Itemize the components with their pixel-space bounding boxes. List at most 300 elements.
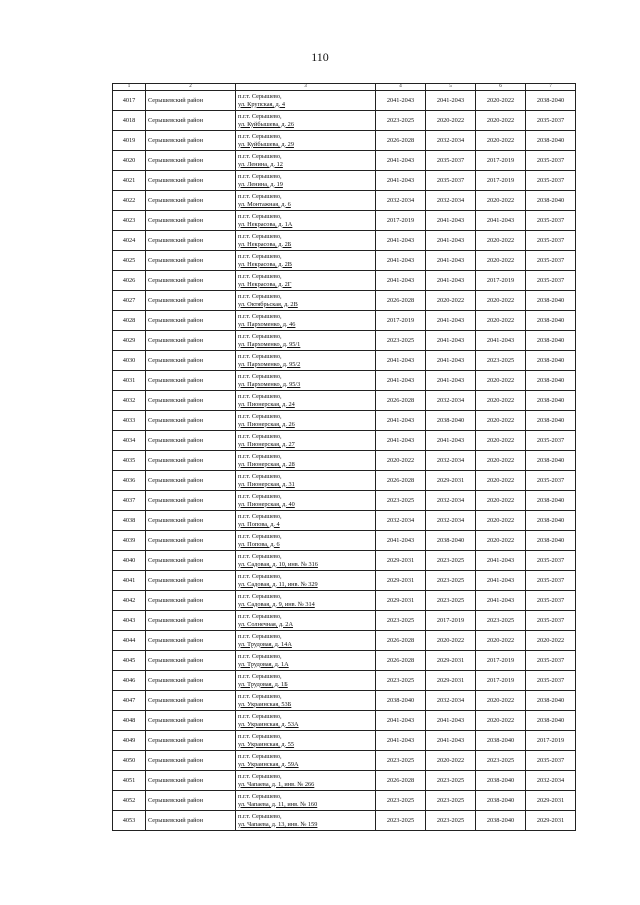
address-street: ул. Крупская, д. 4 [238, 100, 286, 108]
address-cell [236, 491, 376, 511]
period-cell-col4: 2023-2025 [376, 671, 426, 691]
period-cell-col4: 2041-2043 [376, 531, 426, 551]
period-cell-col5: 2035-2037 [426, 171, 476, 191]
address-locality: п.г.т. Серышево, [238, 193, 282, 201]
period-cell-col6: 2017-2019 [476, 271, 526, 291]
address-cell [236, 691, 376, 711]
table-row [113, 311, 576, 331]
district-cell: Серышевский район [146, 671, 236, 691]
address-locality: п.г.т. Серышево, [238, 713, 282, 721]
period-cell-col6: 2020-2022 [476, 191, 526, 211]
period-cell-col4: 2029-2031 [376, 591, 426, 611]
table-row [113, 231, 576, 251]
district-cell: Серышевский район [146, 791, 236, 811]
address-locality: п.г.т. Серышево, [238, 773, 282, 781]
building-id-cell: 4030 [113, 351, 146, 371]
address-locality: п.г.т. Серышево, [238, 533, 282, 541]
address-street: ул. Украинская, д. 55 [238, 740, 295, 748]
address-cell [236, 471, 376, 491]
address-locality: п.г.т. Серышево, [238, 753, 282, 761]
address-cell [236, 191, 376, 211]
district-cell: Серышевский район [146, 611, 236, 631]
period-cell-col5: 2029-2031 [426, 471, 476, 491]
column-number: 5 [426, 84, 476, 91]
period-cell-col5: 2032-2034 [426, 511, 476, 531]
address-street: ул. Ленина, д. 19 [238, 180, 283, 188]
period-cell-col5: 2038-2040 [426, 531, 476, 551]
building-id-cell: 4039 [113, 531, 146, 551]
table-row [113, 451, 576, 471]
district-cell: Серышевский район [146, 251, 236, 271]
address-cell [236, 631, 376, 651]
address-locality: п.г.т. Серышево, [238, 593, 282, 601]
table-row [113, 291, 576, 311]
address-street: ул. Украинская, д. 53А [238, 720, 299, 728]
address-locality: п.г.т. Серышево, [238, 513, 282, 521]
address-cell [236, 671, 376, 691]
district-cell: Серышевский район [146, 191, 236, 211]
building-id-cell: 4021 [113, 171, 146, 191]
building-id-cell: 4044 [113, 631, 146, 651]
address-street: ул. Пионерская, д. 26 [238, 420, 295, 428]
period-cell-col4: 2032-2034 [376, 511, 426, 531]
address-cell [236, 311, 376, 331]
table-row [113, 371, 576, 391]
district-cell: Серышевский район [146, 351, 236, 371]
period-cell-col6: 2020-2022 [476, 391, 526, 411]
district-cell: Серышевский район [146, 711, 236, 731]
period-cell-col5: 2023-2025 [426, 771, 476, 791]
address-locality: п.г.т. Серышево, [238, 233, 282, 241]
period-cell-col4: 2032-2034 [376, 191, 426, 211]
period-cell-col7: 2035-2037 [526, 111, 576, 131]
address-locality: п.г.т. Серышево, [238, 413, 282, 421]
table-row [113, 591, 576, 611]
period-cell-col6: 2020-2022 [476, 291, 526, 311]
period-cell-col4: 2023-2025 [376, 331, 426, 351]
district-cell: Серышевский район [146, 691, 236, 711]
address-street: ул. Некрасова, д. 2Б [238, 240, 292, 248]
address-cell [236, 151, 376, 171]
district-cell: Серышевский район [146, 111, 236, 131]
table-row [113, 711, 576, 731]
column-number-row [113, 84, 576, 91]
address-street: ул. Монтажная, д. 6 [238, 200, 291, 208]
address-street: ул. Садовая, д. 11, инв. № 329 [238, 580, 318, 588]
building-id-cell: 4032 [113, 391, 146, 411]
period-cell-col5: 2041-2043 [426, 431, 476, 451]
period-cell-col6: 2023-2025 [476, 351, 526, 371]
table-row [113, 751, 576, 771]
table-row [113, 571, 576, 591]
period-cell-col7: 2038-2040 [526, 191, 576, 211]
address-street: ул. Пионерская, д. 27 [238, 440, 295, 448]
period-cell-col4: 2026-2028 [376, 471, 426, 491]
building-id-cell: 4047 [113, 691, 146, 711]
building-id-cell: 4023 [113, 211, 146, 231]
period-cell-col7: 2038-2040 [526, 491, 576, 511]
table-row [113, 791, 576, 811]
address-locality: п.г.т. Серышево, [238, 733, 282, 741]
district-cell: Серышевский район [146, 511, 236, 531]
period-cell-col7: 2035-2037 [526, 571, 576, 591]
period-cell-col4: 2023-2025 [376, 751, 426, 771]
period-cell-col5: 2029-2031 [426, 651, 476, 671]
period-cell-col5: 2020-2022 [426, 291, 476, 311]
period-cell-col7: 2038-2040 [526, 371, 576, 391]
address-locality: п.г.т. Серышево, [238, 793, 282, 801]
table-row [113, 731, 576, 751]
table-row [113, 771, 576, 791]
period-cell-col7: 2035-2037 [526, 671, 576, 691]
address-locality: п.г.т. Серышево, [238, 133, 282, 141]
district-cell: Серышевский район [146, 371, 236, 391]
housing-registry-table [112, 83, 576, 831]
address-street: ул. Чапаева, д. 1, инв. № 266 [238, 780, 315, 788]
building-id-cell: 4050 [113, 751, 146, 771]
period-cell-col4: 2041-2043 [376, 371, 426, 391]
table-row [113, 471, 576, 491]
period-cell-col7: 2017-2019 [526, 731, 576, 751]
address-street: ул. Некрасова, д. 2В [238, 260, 292, 268]
district-cell: Серышевский район [146, 91, 236, 111]
building-id-cell: 4026 [113, 271, 146, 291]
period-cell-col7: 2038-2040 [526, 531, 576, 551]
table-row [113, 431, 576, 451]
building-id-cell: 4040 [113, 551, 146, 571]
period-cell-col6: 2020-2022 [476, 251, 526, 271]
address-cell [236, 231, 376, 251]
district-cell: Серышевский район [146, 771, 236, 791]
address-locality: п.г.т. Серышево, [238, 813, 282, 821]
address-street: ул. Трудовая, д. 14А [238, 640, 292, 648]
address-street: ул. Солнечная, д. 2А [238, 620, 294, 628]
address-cell [236, 711, 376, 731]
table-row [113, 811, 576, 831]
address-cell [236, 751, 376, 771]
address-street: ул. Попова, д. 6 [238, 540, 280, 548]
table-row [113, 511, 576, 531]
building-id-cell: 4017 [113, 91, 146, 111]
period-cell-col4: 2041-2043 [376, 431, 426, 451]
period-cell-col6: 2017-2019 [476, 151, 526, 171]
address-street: ул. Пархоменко, д. 95/3 [238, 380, 301, 388]
address-cell [236, 591, 376, 611]
period-cell-col5: 2023-2025 [426, 551, 476, 571]
period-cell-col4: 2038-2040 [376, 691, 426, 711]
address-cell [236, 771, 376, 791]
period-cell-col5: 2023-2025 [426, 811, 476, 831]
period-cell-col7: 2032-2034 [526, 771, 576, 791]
address-locality: п.г.т. Серышево, [238, 353, 282, 361]
address-locality: п.г.т. Серышево, [238, 693, 282, 701]
district-cell: Серышевский район [146, 751, 236, 771]
column-number: 3 [236, 84, 376, 91]
address-street: ул. Пархоменко, д. 46 [238, 320, 296, 328]
address-cell [236, 731, 376, 751]
period-cell-col5: 2020-2022 [426, 111, 476, 131]
period-cell-col6: 2041-2043 [476, 551, 526, 571]
period-cell-col4: 2041-2043 [376, 251, 426, 271]
address-cell [236, 331, 376, 351]
column-number: 1 [113, 84, 146, 91]
address-cell [236, 411, 376, 431]
address-locality: п.г.т. Серышево, [238, 333, 282, 341]
address-locality: п.г.т. Серышево, [238, 213, 282, 221]
period-cell-col6: 2038-2040 [476, 731, 526, 751]
period-cell-col7: 2035-2037 [526, 551, 576, 571]
period-cell-col6: 2020-2022 [476, 471, 526, 491]
period-cell-col6: 2020-2022 [476, 131, 526, 151]
period-cell-col6: 2020-2022 [476, 231, 526, 251]
address-locality: п.г.т. Серышево, [238, 313, 282, 321]
period-cell-col7: 2038-2040 [526, 91, 576, 111]
address-cell [236, 511, 376, 531]
address-street: ул. Чапаева, д. 13, инв. № 159 [238, 820, 318, 828]
period-cell-col4: 2041-2043 [376, 151, 426, 171]
table-row [113, 671, 576, 691]
table-row [113, 691, 576, 711]
address-locality: п.г.т. Серышево, [238, 633, 282, 641]
building-id-cell: 4018 [113, 111, 146, 131]
period-cell-col6: 2020-2022 [476, 531, 526, 551]
address-cell [236, 131, 376, 151]
column-number: 2 [146, 84, 236, 91]
building-id-cell: 4035 [113, 451, 146, 471]
address-street: ул. Чапаева, д. 11, инв. № 160 [238, 800, 318, 808]
column-number: 7 [526, 84, 576, 91]
period-cell-col6: 2020-2022 [476, 691, 526, 711]
period-cell-col5: 2023-2025 [426, 591, 476, 611]
period-cell-col7: 2035-2037 [526, 231, 576, 251]
period-cell-col5: 2041-2043 [426, 351, 476, 371]
period-cell-col7: 2038-2040 [526, 691, 576, 711]
period-cell-col7: 2038-2040 [526, 311, 576, 331]
period-cell-col5: 2041-2043 [426, 331, 476, 351]
address-locality: п.г.т. Серышево, [238, 613, 282, 621]
address-street: ул. Куйбышева, д. 29 [238, 140, 294, 148]
period-cell-col5: 2041-2043 [426, 231, 476, 251]
period-cell-col4: 2017-2019 [376, 211, 426, 231]
period-cell-col5: 2017-2019 [426, 611, 476, 631]
period-cell-col5: 2032-2034 [426, 451, 476, 471]
period-cell-col7: 2020-2022 [526, 631, 576, 651]
address-cell [236, 811, 376, 831]
building-id-cell: 4031 [113, 371, 146, 391]
period-cell-col6: 2023-2025 [476, 611, 526, 631]
period-cell-col4: 2026-2028 [376, 131, 426, 151]
table-row [113, 611, 576, 631]
address-street: ул. Пархоменко, д. 95/1 [238, 340, 301, 348]
column-number: 6 [476, 84, 526, 91]
district-cell: Серышевский район [146, 451, 236, 471]
building-id-cell: 4046 [113, 671, 146, 691]
period-cell-col6: 2020-2022 [476, 451, 526, 471]
address-street: ул. Октябрьская, д. 2В [238, 300, 298, 308]
period-cell-col5: 2032-2034 [426, 391, 476, 411]
period-cell-col6: 2020-2022 [476, 91, 526, 111]
address-cell [236, 111, 376, 131]
period-cell-col6: 2020-2022 [476, 411, 526, 431]
table-row [113, 111, 576, 131]
period-cell-col7: 2035-2037 [526, 251, 576, 271]
period-cell-col5: 2029-2031 [426, 671, 476, 691]
building-id-cell: 4025 [113, 251, 146, 271]
address-cell [236, 271, 376, 291]
address-cell [236, 291, 376, 311]
period-cell-col7: 2035-2037 [526, 271, 576, 291]
building-id-cell: 4033 [113, 411, 146, 431]
address-street: ул. Некрасова, д. 2Г [238, 280, 292, 288]
building-id-cell: 4020 [113, 151, 146, 171]
period-cell-col4: 2041-2043 [376, 711, 426, 731]
address-locality: п.г.т. Серышево, [238, 273, 282, 281]
address-cell [236, 251, 376, 271]
period-cell-col4: 2041-2043 [376, 411, 426, 431]
period-cell-col4: 2029-2031 [376, 551, 426, 571]
period-cell-col6: 2041-2043 [476, 571, 526, 591]
building-id-cell: 4022 [113, 191, 146, 211]
building-id-cell: 4036 [113, 471, 146, 491]
address-cell [236, 211, 376, 231]
address-street: ул. Пионерская, д. 24 [238, 400, 295, 408]
district-cell: Серышевский район [146, 131, 236, 151]
address-locality: п.г.т. Серышево, [238, 253, 282, 261]
period-cell-col4: 2023-2025 [376, 111, 426, 131]
building-id-cell: 4028 [113, 311, 146, 331]
period-cell-col5: 2041-2043 [426, 711, 476, 731]
address-street: ул. Куйбышева, д. 26 [238, 120, 294, 128]
table-row [113, 551, 576, 571]
table-row [113, 211, 576, 231]
address-street: ул. Трудовая, д. 1Б [238, 680, 288, 688]
period-cell-col6: 2020-2022 [476, 371, 526, 391]
period-cell-col4: 2041-2043 [376, 91, 426, 111]
period-cell-col7: 2035-2037 [526, 151, 576, 171]
building-id-cell: 4052 [113, 791, 146, 811]
period-cell-col5: 2035-2037 [426, 151, 476, 171]
period-cell-col7: 2038-2040 [526, 351, 576, 371]
period-cell-col4: 2020-2022 [376, 451, 426, 471]
period-cell-col5: 2041-2043 [426, 251, 476, 271]
period-cell-col4: 2029-2031 [376, 571, 426, 591]
period-cell-col4: 2026-2028 [376, 631, 426, 651]
table-row [113, 531, 576, 551]
building-id-cell: 4049 [113, 731, 146, 751]
period-cell-col4: 2026-2028 [376, 771, 426, 791]
address-cell [236, 451, 376, 471]
address-street: ул. Пионерская, д. 31 [238, 480, 295, 488]
address-locality: п.г.т. Серышево, [238, 433, 282, 441]
period-cell-col4: 2041-2043 [376, 171, 426, 191]
period-cell-col6: 2041-2043 [476, 591, 526, 611]
table-row [113, 171, 576, 191]
period-cell-col7: 2029-2031 [526, 811, 576, 831]
address-cell [236, 371, 376, 391]
address-street: ул. Некрасова, д. 1А [238, 220, 293, 228]
table-row [113, 191, 576, 211]
period-cell-col6: 2020-2022 [476, 491, 526, 511]
address-cell [236, 391, 376, 411]
building-id-cell: 4053 [113, 811, 146, 831]
address-locality: п.г.т. Серышево, [238, 653, 282, 661]
period-cell-col7: 2035-2037 [526, 471, 576, 491]
district-cell: Серышевский район [146, 631, 236, 651]
period-cell-col6: 2020-2022 [476, 111, 526, 131]
address-locality: п.г.т. Серышево, [238, 293, 282, 301]
building-id-cell: 4024 [113, 231, 146, 251]
period-cell-col5: 2041-2043 [426, 731, 476, 751]
period-cell-col4: 2041-2043 [376, 731, 426, 751]
district-cell: Серышевский район [146, 331, 236, 351]
period-cell-col5: 2041-2043 [426, 271, 476, 291]
period-cell-col7: 2038-2040 [526, 131, 576, 151]
district-cell: Серышевский район [146, 651, 236, 671]
table-row [113, 331, 576, 351]
period-cell-col6: 2020-2022 [476, 711, 526, 731]
address-cell [236, 431, 376, 451]
address-street: ул. Пионерская, д. 40 [238, 500, 295, 508]
district-cell: Серышевский район [146, 391, 236, 411]
district-cell: Серышевский район [146, 551, 236, 571]
period-cell-col6: 2017-2019 [476, 171, 526, 191]
period-cell-col5: 2041-2043 [426, 211, 476, 231]
building-id-cell: 4043 [113, 611, 146, 631]
address-locality: п.г.т. Серышево, [238, 453, 282, 461]
table-row [113, 131, 576, 151]
period-cell-col4: 2026-2028 [376, 391, 426, 411]
address-street: ул. Пархоменко, д. 95/2 [238, 360, 301, 368]
address-cell [236, 171, 376, 191]
period-cell-col7: 2038-2040 [526, 291, 576, 311]
period-cell-col5: 2041-2043 [426, 311, 476, 331]
period-cell-col7: 2035-2037 [526, 431, 576, 451]
address-locality: п.г.т. Серышево, [238, 673, 282, 681]
address-cell [236, 571, 376, 591]
building-id-cell: 4029 [113, 331, 146, 351]
period-cell-col6: 2041-2043 [476, 211, 526, 231]
period-cell-col4: 2041-2043 [376, 271, 426, 291]
period-cell-col4: 2023-2025 [376, 791, 426, 811]
page-number: 110 [311, 50, 329, 64]
table-row [113, 351, 576, 371]
address-street: ул. Украинская, 53Б [238, 700, 292, 708]
address-locality: п.г.т. Серышево, [238, 173, 282, 181]
address-cell [236, 611, 376, 631]
period-cell-col6: 2038-2040 [476, 811, 526, 831]
period-cell-col6: 2017-2019 [476, 651, 526, 671]
period-cell-col7: 2035-2037 [526, 211, 576, 231]
period-cell-col7: 2038-2040 [526, 391, 576, 411]
address-locality: п.г.т. Серышево, [238, 113, 282, 121]
address-cell [236, 551, 376, 571]
period-cell-col4: 2026-2028 [376, 291, 426, 311]
building-id-cell: 4041 [113, 571, 146, 591]
address-street: ул. Украинская, д. 59А [238, 760, 299, 768]
building-id-cell: 4045 [113, 651, 146, 671]
address-cell [236, 531, 376, 551]
period-cell-col5: 2032-2034 [426, 131, 476, 151]
address-locality: п.г.т. Серышево, [238, 553, 282, 561]
period-cell-col7: 2029-2031 [526, 791, 576, 811]
address-locality: п.г.т. Серышево, [238, 573, 282, 581]
building-id-cell: 4037 [113, 491, 146, 511]
period-cell-col4: 2041-2043 [376, 231, 426, 251]
period-cell-col7: 2035-2037 [526, 591, 576, 611]
period-cell-col7: 2038-2040 [526, 331, 576, 351]
address-locality: п.г.т. Серышево, [238, 93, 282, 101]
district-cell: Серышевский район [146, 231, 236, 251]
